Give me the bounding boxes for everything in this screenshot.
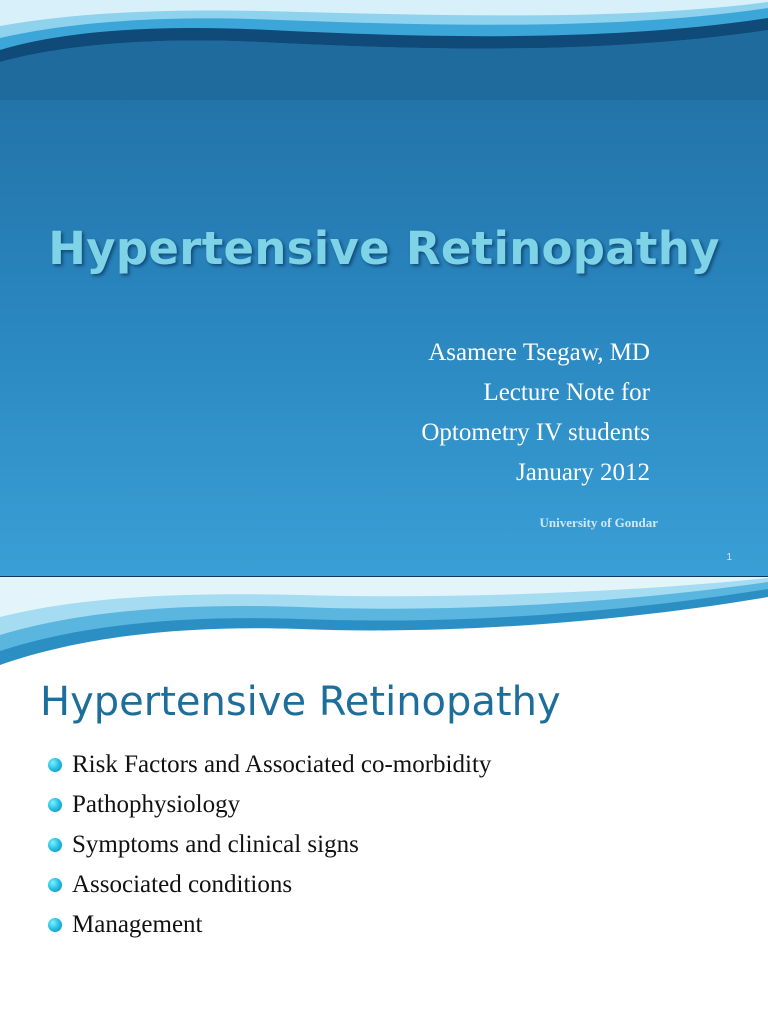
author-line: Asamere Tsegaw, MD [428, 339, 650, 366]
bullet-dot-icon [48, 838, 62, 852]
list-item [48, 745, 491, 785]
bullet-dot-icon [48, 758, 62, 772]
list-item-text: Associated conditions [72, 871, 293, 898]
list-item-text: Risk Factors and Associated co-morbidity [72, 751, 492, 778]
bullet-dot-icon [48, 878, 62, 892]
course-line: Lecture Note for [483, 379, 650, 406]
list-item [48, 905, 491, 945]
list-item-text: Pathophysiology [72, 791, 241, 818]
topic-list [48, 745, 491, 945]
slide-footer: University of Gondar [539, 515, 658, 530]
list-item [48, 865, 491, 905]
wave-banner [0, 577, 768, 669]
date-line: January 2012 [516, 459, 650, 486]
list-item-text: Symptoms and clinical signs [72, 831, 359, 858]
content-slide [0, 576, 768, 1024]
slide-title: Hypertensive Retinopathy [48, 222, 720, 275]
author-block [421, 333, 650, 493]
page-number: 1 [726, 552, 732, 563]
wave-banner [0, 0, 768, 100]
bullet-dot-icon [48, 798, 62, 812]
bullet-dot-icon [48, 918, 62, 932]
list-item [48, 825, 491, 865]
audience-line: Optometry IV students [421, 419, 650, 446]
list-item [48, 785, 491, 825]
slide-title: Hypertensive Retinopathy [40, 679, 561, 725]
list-item-text: Management [72, 911, 203, 938]
